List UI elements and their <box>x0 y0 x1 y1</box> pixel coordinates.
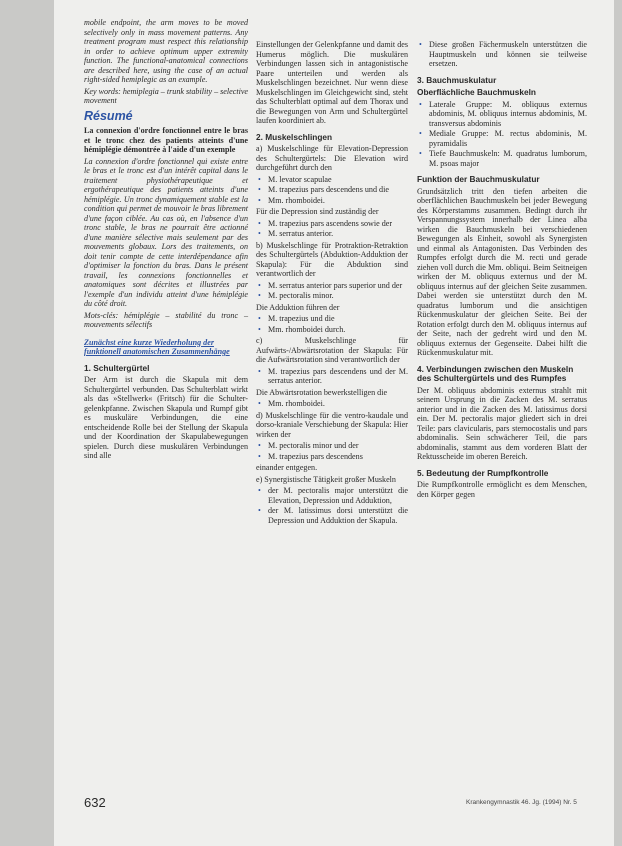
list-item: • Diese großen Fächermuskeln unterstützen die Hauptmuskeln und können sie teilweise ersetzen. <box>417 40 587 69</box>
item-c: c) Muskelschlinge für Aufwärts-/Abwärtsrotation der Skapula: Für die Aufwärtsrotation sind verantwortlich der <box>256 336 408 364</box>
keywords-french: Mots-clés: hémiplégie – stabilité du tronc – mouvements sélectifs <box>84 310 248 329</box>
b-after: Die Adduktion führen der <box>256 302 340 312</box>
function-body: Grundsätzlich tritt den tiefen arbeiten die oberflächlichen Bauchmuskeln bei jeder Bewegung des Körperstamms zusammen. Bedingt durch ihr Verspannungssystem innerhalb der Linea alba wirken die Bauchmuskeln bei verschiedenen Bewegungen als Einheit, sowohl als Synergisten und einmal als Antagonisten. Das Verbinden des Rumpfes erfolgt durch die M. recti und gerade ziehen voll durch die Mm. obliqui. Beim Seitneigen wirken der M. obliquus externus und der M. obliquus internus auf der gleichen Seite zusammen. Dabei werden sie unterstützt durch den M. quadratus lumborum und die ansichtigen Rückenmuskulatur der gleichen Seite. Bei der Rotation erfolgt durch den M. obliquus internus auf der Seite, nach der gedreht wird und den M. obliquus externus der Gegenseite. Dabei hilft die Rückenmuskulatur mit. <box>417 186 587 357</box>
page-number: 632 <box>84 795 106 810</box>
section-4-body: Der M. obliquus abdominis externus strahlt mit seinem Ursprung in die Zacken des M. serratus anterior und in die Zacken des M. latissimus dorsi ein. Der M. pectoralis major gliedert sich in drei Teile: pars clavicularis, pars sternocostalis und pars abdominalis. Sein schwächerer Teil, die pars abdominalis, stammt aus dem vorderen Blatt der Rektusscheide im oberen Bereich. <box>417 385 587 461</box>
alpha-list <box>256 144 408 173</box>
col2-intro: Einstellungen der Gelenkpfanne und damit des Humerus möglich. Die muskulären Verbindungen lassen sich in antagonistische Paare unterteilen und werden als Muskelschlingen bezeichnet. Nur wenn diese Muskelschlingen im Gleichgewicht sind, steht das Schulterblatt optimal auf dem Thorax und die Bewegungen von Arm und Schultergürtel laufen koordiniert ab. <box>256 40 408 125</box>
list-item: • M. pectoralis minor. <box>256 291 408 301</box>
bullet-list-d <box>256 441 408 461</box>
section-3-title: 3. Bauchmuskulatur <box>417 74 497 85</box>
item-e: e) Synergistische Tätigkeit großer Muskeln <box>256 474 396 484</box>
bullet-list-b <box>256 281 408 301</box>
summary-heading: Zunächst eine kurze Wiederholung der funktionell anatomischen Zusammenhänge <box>84 337 230 356</box>
section-1-title: 1. Schultergürtel <box>84 362 150 373</box>
section-5-body: Die Rumpfkontrolle ermöglicht es dem Menschen, den Körper gegen <box>417 480 587 499</box>
bullet-list-e <box>256 486 408 525</box>
bullet-list-c2 <box>256 399 408 409</box>
alpha-list-c <box>256 336 408 365</box>
document-page <box>54 0 614 846</box>
section-3-subtitle: Oberflächliche Bauchmuskeln <box>417 87 536 97</box>
bullet-list-b2 <box>256 314 408 334</box>
section-2-title: 2. Muskelschlingen <box>256 131 333 142</box>
list-item: • M. trapezius pars descendens <box>256 452 408 462</box>
section-5-title: 5. Bedeutung der Rumpfkontrolle <box>417 467 549 478</box>
alpha-list-b <box>256 241 408 279</box>
column-3 <box>417 40 587 501</box>
bullet-list-c <box>256 367 408 386</box>
footer-citation: Krankengymnastik 46. Jg. (1994) Nr. 5 <box>466 799 577 806</box>
list-item: • Laterale Gruppe: M. obliquus externus abdominis, M. obliquus internus abdominis, M. transversus abdominis <box>417 100 587 129</box>
alpha-list-e <box>256 475 408 485</box>
a-after: Für die Depression sind zuständig der <box>256 207 379 216</box>
keywords-english: Key words: hemiplegia – trunk stability – selective movement <box>84 86 249 105</box>
bullet-list-intro <box>417 40 587 69</box>
list-item: • Mm. rhomboidei. <box>256 196 408 206</box>
resume-body: La connexion d'ordre fonctionnel qui existe entre le bras et le tronc est d'un intérêt capital dans le traitement physiothérapeutique et ergothérapeutique des patients atteints d'une hémiplégie. Un tronc dynamiquement stable est la condition qui permet de mouvoir le bras librement d'une façon ciblée. Au cas où, en l'absence d'un tronc stable, le bras ne pourrait être actionné d'une manière sélective mais seulement par des mouvements globaux. Lors des traitements, on doit tenir compte de cette interdépendance afin d'optimiser la fonction du bras. Dans le présent travail, les connexions fonctionnelles et anatomiques sont décrites et illustrées par l'exemple d'un individu atteint d'une hémiplégie du côté droit. <box>84 156 248 308</box>
item-d: d) Muskelschlinge für die ventro-kaudale und dorso-kraniale Verschiebung der Skapula: Hier wirken der <box>256 410 408 439</box>
list-item: • M. trapezius pars descendens und die <box>256 185 408 195</box>
list-item: • M. trapezius pars descendens und der M. serratus anterior. <box>256 367 408 386</box>
alpha-list-d <box>256 411 408 440</box>
d-after: einander entgegen. <box>256 463 318 472</box>
list-item: • M. pectoralis minor und der <box>256 441 408 451</box>
list-item: • M. trapezius pars ascendens sowie der <box>256 219 408 229</box>
item-a: a) Muskelschlinge für Elevation-Depression des Schultergürtels: Die Elevation wird durchgeführt durch den <box>256 144 408 172</box>
section-4-title: 4. Verbindungen zwischen den Muskeln des Schultergürtels und des Rumpfes <box>417 363 574 383</box>
list-item: • der M. latissimus dorsi unterstützt die Depression und Adduktion der Skapula. <box>256 506 408 525</box>
list-item: • Mm. rhomboidei durch. <box>256 325 408 335</box>
abstract-text: mobile endpoint, the arm moves to be moved selectively only in mass movement patterns. Any treatment program must respect this relationship in order to achieve optimum upper extremity function. The functional-anatomical connections are described here, using the case of an actual right-sided hemiplegic as an example. <box>84 18 248 84</box>
bullet-list-a <box>256 175 408 206</box>
list-item: • M. levator scapulae <box>256 175 408 185</box>
list-item: • Mediale Gruppe: M. rectus abdominis, M. pyramidalis <box>417 129 587 148</box>
resume-title: Résumé <box>84 108 133 123</box>
column-2 <box>256 40 408 527</box>
column-1 <box>84 18 248 463</box>
list-item: • M. serratus anterior. <box>256 229 408 239</box>
c-after: Die Abwärtsrotation bewerkstelligen die <box>256 387 388 397</box>
function-title: Funktion der Bauchmuskulatur <box>417 174 540 184</box>
bullet-list-a2 <box>256 219 408 239</box>
list-item: • M. serratus anterior pars superior und der <box>256 281 408 291</box>
item-b: b) Muskelschlinge für Protraktion-Retraktion des Schultergürtels (Abduktion-Adduktion der Skapula): Für die Abduktion sind verantwortlich der <box>256 240 408 278</box>
list-item: • Tiefe Bauchmuskeln: M. quadratus lumborum, M. psoas major <box>417 149 587 168</box>
section-1-body: Der Arm ist durch die Skapula mit dem Schultergürtel verbunden. Das Schulterblatt wirkt als das »Stellwerk« (Fritsch) für die Schulter-gelenkpfanne. Zwischen Skapula und Rumpf gibt es muskuläre Verbindungen, die eine entscheidende Rolle bei der Stellung der Skapula und der Koordination der Skapulabewegungen spielen. Durch diese muskulären Verbindungen sind alle <box>84 375 248 460</box>
list-item: • der M. pectoralis major unterstützt die Elevation, Depression und Adduktion, <box>256 486 408 505</box>
list-item: • M. trapezius und die <box>256 314 408 324</box>
bullet-list-muscles <box>417 100 587 169</box>
list-item: • Mm. rhomboidei. <box>256 399 408 409</box>
resume-heading: La connexion d'ordre fonctionnel entre le bras et le tronc chez des patients atteints d'une hémiplégie démontrée à l'aide d'un exemple <box>84 126 248 154</box>
